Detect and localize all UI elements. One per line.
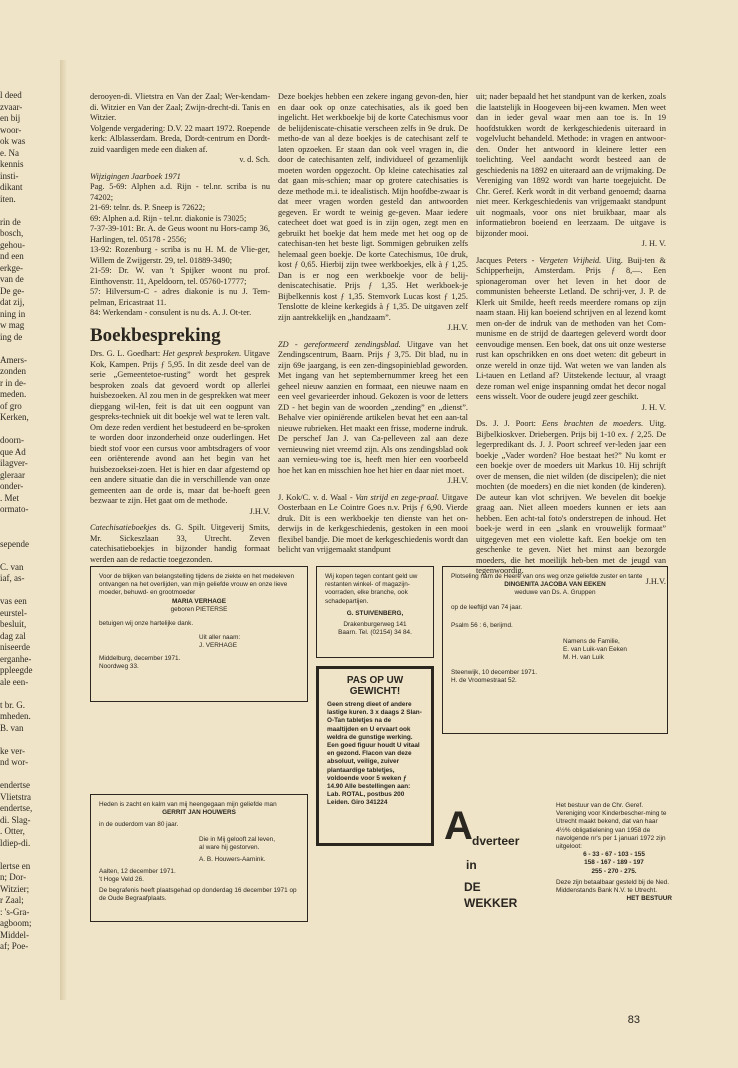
- strip-line: ning in: [0, 308, 26, 319]
- ad-text: 't Hoge Veld 26.: [99, 876, 144, 884]
- strip-line: of gro: [0, 400, 22, 411]
- ad-adverteer: [442, 800, 546, 910]
- wijziging-item: 13-92: Rozenburg - scriba is nu H. M. de Vlie-ger, Willem de Zwijgerstr. 29, tel. 01889-3490;: [90, 245, 270, 265]
- ad-text: in de ouderdom van 80 jaar.: [99, 821, 179, 829]
- ad-bestuur: [552, 800, 672, 922]
- ad-text: A. B. Houwers-Aarnink.: [199, 856, 266, 864]
- ad-text: Middelburg, december 1971.: [99, 654, 181, 662]
- ad-text: Aalten, 12 december 1971.: [99, 868, 176, 876]
- wijziging-item: 69: Alphen a.d. Rijn - tel.nr. diakonie is 73025;: [90, 213, 247, 223]
- strip-line: meden.: [0, 389, 27, 399]
- wijziging-item: Pag. 5-69: Alphen a.d. Rijn - tel.nr. scriba is nu 74202;: [90, 182, 270, 202]
- col1-paragraph: Volgende vergadering: D.V. 22 maart 1972. Roepende kerk: Alblasserdam. Breda, Dordt-centrum en Dordt-zuid vaardigen mede een diaken af.: [90, 123, 270, 154]
- signature: v. d. Sch.: [239, 155, 270, 164]
- review-text: Uitg. Buij-ten & Schipperheijn, Amsterdam. Prijs ƒ 8,—. Een spionageroman over het leven in het door de communisten beheerste Letland. De schrij-ver, J. P. de Klerk uit Smilde, heeft reeds meerdere romans op zijn naam staan. Hij kan boeiend schrijven en al lezend komt men on-der de indruk van de methoden van het Com-munisme en de strijd de daartegen geleverd wordt door eenvoudige mensen. Een boek, dat ons uit onze westerse rust kan opschrikken en ons doet weten: dit gebeurt in onze wereld in onze tijd. Wat weten we van landen als Li-tauen en Letland af? Uitstekende lectuur, al vraagt deze roman wel enige inspanning omdat het decor nogal eens wisselt. Voor de oudere jeugd zeer geschikt.: [476, 255, 666, 401]
- signature: J.H.V.: [249, 506, 270, 516]
- strip-line: [0, 424, 60, 436]
- review-text: uit; nader bepaald het het standpunt van de kerken, zoals die laatstelijk in Hoogeveen bij-een kwamen. Men weet dan in ieder geval waar men aan toe is. In 19 hoofdstukken wordt de kerkgeschiedenis uiteraard in vogelvlucht behandeld. Methode: in vragen en antwoor-den. Onder het antwoord in kleinere letter een toelichting. Veel aandacht wordt besteed aan de geschiedenis na 1892 en uiteraard aan de vrijmaking. De Vereniging van 1892 wordt van harte toegejuicht. De Chr. Geref. Kerk wordt in dit verband genoemd; daarna niet meer. Kerkgeschiedenis van vrijgemaakt standpunt uit nogmaals, voor ons niet bruikbaar, maar als informatiebron boeiend en leerzaam. De uitgave is bijzonder mooi.: [476, 92, 666, 238]
- ad-text: Wij kopen tegen contant geld uw restanten winkel- of magazijn-voorraden, elke branche, ook schadepartijen.: [325, 573, 418, 605]
- ad-title: PAS OP UW: [346, 675, 404, 686]
- signature: J.H.V.: [645, 576, 666, 586]
- strip-line: niseerde: [0, 642, 30, 652]
- review-book-title: Het gesprek besproken.: [162, 349, 242, 358]
- strip-line: erganhe-: [0, 653, 32, 664]
- strip-line: zvaar-: [0, 101, 23, 112]
- column-1: [90, 92, 270, 562]
- ad-gewicht: [316, 666, 434, 846]
- ad-text: M. H. van Luik: [563, 654, 604, 662]
- strip-line: [0, 516, 60, 528]
- wijziging-item: 21-69: telnr. ds. P. Sneep is 72622;: [90, 203, 206, 212]
- signature: J.H.V.: [447, 476, 468, 485]
- ad-text: Psalm 56 : 6, berijmd.: [451, 621, 513, 629]
- strip-line: e. Na: [0, 147, 19, 158]
- review-author: J. Kok/C. v. d. Waal -: [278, 492, 353, 502]
- review-book-title: Vergeten Vrijheid.: [539, 255, 602, 265]
- previous-page-strip: [0, 90, 60, 951]
- strip-line: agboom;: [0, 918, 32, 928]
- strip-line: r Zaal;: [0, 895, 24, 905]
- ad-title: GEWICHT!: [349, 686, 401, 697]
- strip-line: De ge-: [0, 285, 25, 296]
- review-catechisatie: [90, 523, 270, 565]
- ad-text: Steenwijk, 10 december 1971.: [451, 668, 537, 676]
- strip-line: ldiep-di.: [0, 837, 31, 848]
- strip-line: B. van: [0, 722, 24, 733]
- wijziging-item: 57: Hilversum-C - adres diakonie is nu J. Tem-pelman, Ericastraat 11.: [90, 287, 270, 307]
- strip-line: van de: [0, 274, 24, 284]
- ad-word: WEKKER: [464, 896, 518, 910]
- strip-line: vas een: [0, 596, 27, 606]
- review-text: Uitgave Oosterbaan en Le Cointre Goes n.v. Prijs ƒ 6,90. Vierde druk. Dit is een werkboekje ten dienste van het on-derwijs in de kerkgeschiedenis, gestoken in een mooi flexibel bandje. Die moet de kerkgeschiedenis wordt dan belicht van vrijgemaakt standpunt: [278, 492, 468, 554]
- review-author: Jacques Peters -: [476, 255, 535, 265]
- strip-line: [0, 688, 60, 700]
- column-2: [278, 92, 468, 562]
- wijzigingen-title: Wijzigingen Jaarboek 1971: [90, 171, 181, 181]
- ad-text: Uit aller naam:: [199, 634, 241, 642]
- strip-line: ilagver-: [0, 458, 28, 468]
- ad-text: Namens de Familie,: [563, 638, 620, 646]
- ad-numbers: 6 - 33 - 67 - 103 - 155: [583, 851, 645, 859]
- strip-line: r in de-: [0, 377, 26, 388]
- ad-name: GERRIT JAN HOUWERS: [162, 809, 236, 817]
- ad-letter: A: [444, 804, 473, 848]
- strip-line: ppleegde: [0, 665, 33, 675]
- ad-text: geboren PIETERSE: [170, 605, 228, 613]
- strip-line: erkge-: [0, 262, 23, 273]
- ad-text: Plotseling nam de Heere van ons weg onze geliefde zuster en tante: [451, 573, 643, 580]
- strip-line: [0, 205, 60, 217]
- strip-line: endertse: [0, 780, 30, 790]
- strip-line: dag zal: [0, 630, 26, 641]
- strip-line: [0, 343, 60, 355]
- ad-name: DINGENITA JACOBA VAN EEKEN: [504, 581, 606, 589]
- strip-line: . Met: [0, 492, 19, 503]
- strip-line: doorn-: [0, 435, 24, 445]
- ad-text: Drakenburgerweg 141: [343, 621, 407, 629]
- ad-text: weduwe van Ds. A. Gruppen: [514, 589, 596, 597]
- review-author: Ds. J. J. Poort:: [476, 419, 536, 428]
- strip-line: rin de: [0, 216, 21, 227]
- strip-line: . Otter,: [0, 826, 25, 836]
- strip-line: : 's-Gra-: [0, 906, 30, 917]
- wijziging-item: 7-37-39-101: Br. A. de Geus woont nu Hors-camp 36, Harlingen, tel. 05178 - 2556;: [90, 224, 270, 244]
- review-text: Uitgave van het Zendingscentrum, Baarn. Prijs ƒ 3,75. Dit blad, nu in zijn 69e jaargang, is een zen-dingsopinieblad geworden. Met ingang van het septembernummer kreeg het een geheel nieuw aanzien en formaat, een nieuwe naam en een veel gevarieerder inhoud. Gekozen is voor de letters ZD - het begin van de woorden „zending” en „dienst”. Behalve vier opiniërende artikelen bevat het een aan-tal nieuwe rubrieken. Het maakt een frisse, moderne indruk. De perschef Jan J. van Ca-pelleveen zal aan deze vernieuwing niet vreemd zijn. Als ons zendingsblad ook aan vernieu-wing toe is, heeft men hier een voorbeeld hoe het kan en misschien hoe het hier en daar niet moet.: [278, 339, 469, 475]
- ad-text: Voor de blijken van belangstelling tijdens de ziekte en het medeleven ontvangen na het overlijden, van mijn geliefde vrouw en onze lieve moeder, behuwd- en grootmoeder: [99, 573, 295, 597]
- strip-line: onder-: [0, 481, 24, 491]
- ad-text: Baarn. Tel. (02154) 34 84.: [338, 629, 412, 637]
- review-book-title: Catechisatieboekjes: [90, 523, 157, 532]
- strip-line: n; Dor-: [0, 872, 27, 882]
- strip-line: [0, 550, 60, 562]
- ad-van-eeken: [442, 566, 668, 734]
- strip-line: Witzier;: [0, 883, 30, 894]
- strip-line: insti-: [0, 170, 19, 181]
- strip-line: Amers-: [0, 354, 27, 365]
- strip-line: [0, 849, 60, 861]
- ad-name: G. STUIVENBERG,: [346, 609, 404, 617]
- wijziging-item: 21-59: Dr. W. van 't Spijker woont nu prof. Einthovenstr. 11, Apeldoorn, tel. 05760-17777;: [90, 266, 270, 286]
- review-kok: [278, 493, 468, 556]
- review-peters: [476, 256, 666, 403]
- ad-text: betuigen wij onze hartelijke dank.: [99, 620, 194, 628]
- strip-line: [0, 585, 60, 597]
- strip-line: dikant: [0, 182, 23, 192]
- strip-line: que Ad: [0, 446, 26, 457]
- ad-text: Die in Mij gelooft zal leven,: [199, 835, 276, 843]
- signature: J. H. V.: [641, 402, 666, 412]
- strip-line: af; Poe-: [0, 941, 29, 951]
- strip-line: Kerken,: [0, 412, 29, 422]
- strip-line: ale een-: [0, 676, 29, 687]
- strip-line: C. van: [0, 561, 24, 572]
- strip-line: besluit,: [0, 619, 27, 629]
- ad-word: DE: [464, 880, 481, 894]
- ad-text: op de leeftijd van 74 jaar.: [451, 603, 523, 611]
- ad-text: De begrafenis heeft plaatsgehad op donderdag 16 december 1971 op de Oude Begraafplaats.: [99, 886, 297, 902]
- strip-line: endertse,: [0, 803, 33, 813]
- ad-numbers: 158 - 167 - 189 - 197: [584, 859, 644, 867]
- section-title: Boekbespreking: [90, 324, 221, 346]
- signature: J. H. V.: [641, 239, 666, 248]
- strip-line: nd wor-: [0, 757, 29, 767]
- strip-line: eurstel-: [0, 607, 27, 618]
- review-zd: [278, 340, 468, 477]
- page-fold: [60, 60, 68, 1000]
- strip-line: gleraar: [0, 469, 25, 480]
- ad-signature: HET BESTUUR: [626, 895, 672, 903]
- ad-verhage: [90, 566, 308, 702]
- ad-text: Het bestuur van de Chr. Geref. Vereniging voor Kinderbescher-ming te Utrecht maakt bekend, dat van haar 4½% obligatielening van 1958 de navolgende nr's per 1 januari 1972 zijn uitgeloot:: [556, 802, 667, 851]
- strip-line: nd een: [0, 251, 24, 261]
- strip-line: kennis: [0, 159, 24, 169]
- strip-line: l deed: [0, 90, 22, 100]
- review-book-title: Van strijd en zege-praal.: [355, 492, 439, 502]
- strip-line: woor-: [0, 124, 22, 135]
- strip-line: w mag: [0, 320, 25, 330]
- strip-line: en bij: [0, 113, 21, 123]
- page-number: 83: [627, 1014, 640, 1026]
- strip-line: lertse en: [0, 860, 31, 871]
- review-book-title: Eens brachten de moeders.: [541, 419, 644, 428]
- review-book-title: ZD - gereformeerd zendingsblad.: [278, 339, 401, 349]
- ad-word: in: [466, 858, 477, 872]
- strip-line: di. Slag-: [0, 814, 31, 825]
- strip-line: bosch,: [0, 228, 24, 238]
- strip-line: zonden: [0, 366, 26, 376]
- strip-line: sepende: [0, 538, 29, 549]
- strip-line: [0, 734, 60, 746]
- ad-text: Noordweg 33.: [99, 662, 139, 670]
- strip-line: [0, 769, 60, 781]
- review-text: Uitg. Bijbelkioskver. Driebergen. Prijs bij 1-10 ex. ƒ 2,25. De legerpredikant ds. J. J. Poort schreef ver-leden jaar een boekje „Vader worden? Hoe bestaat het?” Nu komt er een boekje over de moeders uit Markus 10. Hij schrijft over de mensen, die niet wilden (de discipelen); die niet mochten (de moeders) en die niet konden (de kinderen). De auteur kan vlot schrijven. We bevelen dit boekje graag aan. Niet alleen moeders kunnen er iets aan hebben. Een acht-tal foto's onderstrepen de inhoud. Het boek-je werd in een „slank en vrouwelijk formaat” uitgegeven met een violette kaft. Een boekje om ten geschenke te geven. Niet het minst aan bezorgde moeders, die het moeilijk heb-ben met de jeugd van tegenwoordig.: [476, 419, 666, 575]
- strip-line: mheden.: [0, 711, 31, 721]
- review-text: Uitgave Kok, Kampen. Prijs ƒ 5,95. In dit zesde deel van de serie „Gemeentetoe-rusting” wordt het gesprek besproken zoals dat gevoerd wordt op allerlei huisbezoeken. Al zou men in de gesprekken wat meer diepgang wil-len, feit is dat uit een oogpunt van gespreks-techniek uit dit boekje wel wat te leren valt. Om deze reden verdient het bestudeerd en be-sproken te worden door inzonderheid onze ouderlingen. Het biedt stof voor een cursus voor ambtsdragers of voor een oriënterende avond aan het begin van het huisbezoeksei-zoen. Het is hier en daar afgestemd op een andere situatie dan die in verschillende van onze gemeenten aan de orde is, maar dat be-hoeft geen bezwaar te zijn. Het gaat om de methode.: [90, 349, 270, 505]
- review-goedhart: [90, 349, 270, 507]
- ad-numbers: 255 - 270 - 275.: [591, 867, 637, 875]
- strip-line: gehou-: [0, 239, 25, 250]
- ad-text: E. van Luik-van Eeken: [563, 646, 627, 654]
- strip-line: ke ver-: [0, 745, 26, 756]
- review-text: Deze boekjes hebben een zekere ingang gevon-den, hier en daar ook op onze catechisaties, als ik goed ben ingelicht. Het werkboekje bij de korte Catechismus voor de belijdeniscate-chisatie verscheen zelfs in 9e druk. De metho-de van al deze boekjes is de catechisant zelf te laten opzoeken. Er staan dan ook veel vragen in, die door de catechisanten zelf, individueel of gezamenlijk moeten worden opgezocht. Op kleine catechisaties zal dat gaan mis-schien; maar op grotere catechisaties is deze methode m.i. te idealistisch. Mijn hoofdbe-zwaar is dat meer vragen worden gesteld dan antwoorden gegeven. Er wordt te weinig ge-geven. Maar iedere catecheet doet wat goed is in zijn ogen, zegt men en gebruikt het boekje dat hem mede met het oog op de catechisan-ten het beste ligt. Sommigen gebruiken zelfs helemaal geen boekje. De korte Catechismus, 10e druk, kost ƒ 0,65. Hierbij zijn twee werkboekjes, elk à ƒ 1,25. Dan is er nog een werkboekje voor de belij-deniscatechisatie. Prijs ƒ 1,35. Het werkboek-je Bijbelkennis kost ƒ 1,35. Stemvork Lucas kost ƒ 1,25. Tenslotte de kleine kerkegids à ƒ 1,35. De uitgaven zelf zijn aantrekkelijk en „handzaam”.: [278, 92, 468, 322]
- col1-paragraph: derooyen-di. Vlietstra en Van der Zaal; Wer-kendam-di. Witzier en Van der Zaal; Zwijn-drecht-di. Tanis en Witzier.: [90, 92, 270, 122]
- strip-line: t br. G.: [0, 699, 26, 710]
- strip-line: ing de: [0, 331, 23, 342]
- ad-stuivenberg: [316, 566, 434, 658]
- ad-name: MARIA VERHAGE: [171, 597, 227, 605]
- review-author: Drs. G. L. Goedhart:: [90, 349, 161, 358]
- ad-text: Deze zijn betaalbaar gesteld bij de Ned. Middenstands Bank N.V. te Utrecht.: [556, 878, 669, 895]
- strip-line: dat zij,: [0, 297, 25, 307]
- ad-text: al ware hij gestorven.: [199, 843, 260, 851]
- strip-line: iaf, as-: [0, 573, 25, 583]
- ad-text: Heden is zacht en kalm van mij heengegaan mijn geliefde man: [99, 801, 277, 808]
- strip-line: ormato-: [0, 504, 29, 514]
- ad-word: dverteer: [472, 834, 520, 848]
- strip-line: Middel-: [0, 929, 29, 940]
- strip-line: Vlietstra: [0, 791, 31, 802]
- strip-line: iten.: [0, 193, 16, 204]
- strip-line: ok was: [0, 136, 26, 146]
- review-text: ds. G. Spilt. Uitgeverij Smits, Mr. Sickeszlaan 33, Utrecht. Zeven catechisatieboekjes in bijzonder handig formaat werden aan de redactie toegezonden.: [90, 523, 270, 564]
- ad-text: Geen streng dieet of andere lastige kuren. 3 x daags 2 Slan-O-Tan tabletjes na de maaltijden en U ervaart ook weldra de gunstige werking. Een goed figuur houdt U vitaal en gezond. Flacon van deze absoluut, veilige, zuiver plantaardige tabletjes, voldoende voor 5 weken ƒ 14.90 Alle bestellingen aan: Lab. ROTAL, postbus 200 Leiden. Giro 341224: [327, 701, 422, 807]
- signature: J.H.V.: [447, 323, 468, 332]
- wijziging-item: 84: Werkendam - consulent is nu ds. A. J. Ot-ter.: [90, 308, 252, 317]
- review-poort: [476, 419, 666, 577]
- ad-text: J. VERHAGE: [199, 642, 237, 650]
- ad-houwers: [90, 794, 308, 922]
- strip-line: [0, 527, 60, 539]
- ad-text: H. de Vroomestraat 52.: [451, 676, 517, 684]
